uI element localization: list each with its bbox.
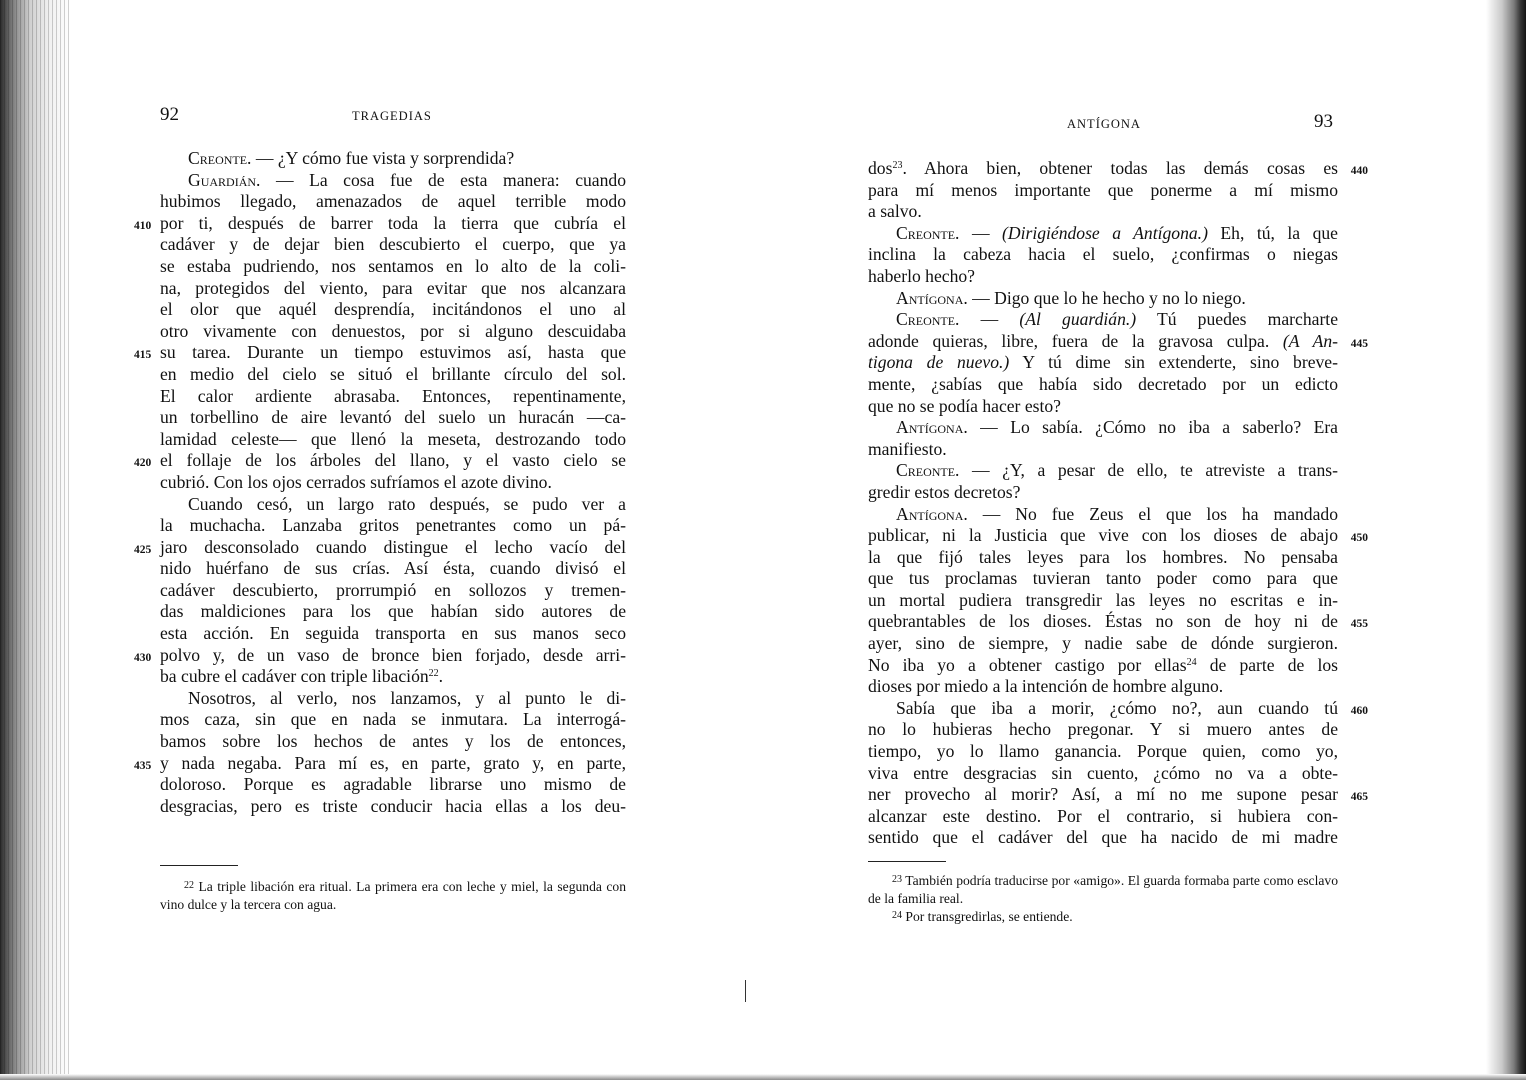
text-line bbox=[160, 429, 626, 451]
line-number: 460 bbox=[1350, 704, 1368, 717]
line-text: otro vivamente con denuestos, por si alguno descuidaba bbox=[160, 320, 626, 341]
text-line bbox=[868, 417, 1338, 439]
line-text: no lo hubieras hecho pregonar. Y si muero antes de bbox=[868, 719, 1338, 740]
footnote-mark: 24 bbox=[892, 910, 902, 921]
text-line bbox=[868, 784, 1368, 806]
text-line bbox=[868, 223, 1338, 245]
text-line bbox=[160, 256, 626, 278]
left-binding-shadow bbox=[0, 0, 70, 1080]
text-line bbox=[134, 342, 626, 364]
line-text: gredir estos decretos? bbox=[868, 481, 1021, 502]
text-line bbox=[160, 148, 626, 170]
footnote-reference[interactable]: 23 bbox=[892, 160, 903, 171]
line-text: No iba yo a obtener castigo por ellas bbox=[868, 654, 1187, 675]
footnote-reference[interactable]: 24 bbox=[1186, 656, 1197, 668]
line-text: bamos sobre los hechos de antes y los de entonces, bbox=[160, 731, 626, 752]
line-text: y nada negaba. Para mí es, en parte, grato y, en parte, bbox=[160, 752, 626, 773]
line-text: esta acción. En seguida transporta en sus manos seco bbox=[160, 623, 626, 644]
line-text: El calor ardiente abrasaba. Entonces, repentinamente, bbox=[160, 385, 626, 406]
line-text: Y tú dime sin extenderte, sino breve- bbox=[1009, 352, 1338, 373]
line-text: un mortal pudiera transgredir las leyes no escritas e in- bbox=[868, 589, 1338, 610]
line-text: para mí menos importante que ponerme a mí mismo bbox=[868, 179, 1338, 200]
line-number: 430 bbox=[134, 651, 152, 664]
line-text: a salvo. bbox=[868, 201, 922, 222]
line-text: alcanzar este destino. Por el contrario, si hubiera con- bbox=[868, 805, 1338, 826]
speaker-name: Creonte. bbox=[188, 148, 252, 168]
text-line bbox=[160, 558, 626, 580]
speaker-name: Antígona. bbox=[896, 287, 968, 308]
line-text: mos caza, sin que en nada se inmutara. La interrogá- bbox=[160, 709, 626, 730]
text-line bbox=[160, 299, 626, 321]
line-text: nido huérfano de sus crías. Así ésta, cuando divisó el bbox=[160, 558, 626, 579]
footnote bbox=[868, 908, 1338, 926]
text-line bbox=[868, 201, 1338, 223]
gutter-mark bbox=[745, 980, 746, 1002]
left-body-text bbox=[134, 148, 626, 817]
speaker-name: Guardián. bbox=[188, 169, 261, 190]
line-text: cadáver y de dejar bien descubierto el cuerpo, que ya bbox=[160, 234, 626, 255]
line-text: tiempo, yo lo llamo ganancia. Porque quien, como yo, bbox=[868, 741, 1338, 762]
text-line bbox=[868, 330, 1368, 353]
text-line bbox=[160, 407, 626, 429]
footnote-mark: 23 bbox=[892, 874, 902, 885]
text-line bbox=[160, 234, 626, 256]
text-line bbox=[160, 688, 626, 710]
line-text: la muchacha. Lanzaba gritos penetrantes como un pá- bbox=[160, 515, 626, 536]
line-text: cadáver descubierto, prorrumpió en sollozos y tremen- bbox=[160, 579, 626, 600]
text-line bbox=[868, 525, 1368, 547]
line-text: se estaba pudriendo, nos sentamos en lo alto de la coli- bbox=[160, 255, 626, 276]
text-line bbox=[868, 482, 1338, 504]
line-text: jaro desconsolado cuando distingue el lecho vacío del bbox=[160, 536, 626, 557]
line-text: polvo y, de un vaso de bronce bien forjado, desde arri- bbox=[160, 644, 626, 665]
line-text: — La cosa fue de esta manera: cuando bbox=[260, 169, 626, 190]
line-text: que no se podía hacer esto? bbox=[868, 395, 1061, 416]
line-text: — ¿Y cómo fue vista y sorprendida? bbox=[251, 148, 515, 168]
line-number: 410 bbox=[134, 219, 152, 232]
text-line bbox=[160, 321, 626, 343]
page-number: 93 bbox=[1314, 111, 1333, 132]
text-line bbox=[868, 439, 1338, 461]
text-line bbox=[160, 515, 626, 537]
line-text: mente, ¿sabías que había sido decretado por un edicto bbox=[868, 373, 1338, 394]
text-line bbox=[160, 666, 626, 688]
footnote-rule bbox=[868, 861, 946, 862]
line-text: publicar, ni la Justicia que vive con los dioses de abajo bbox=[868, 525, 1338, 546]
text-line bbox=[868, 460, 1338, 482]
footnote bbox=[160, 878, 626, 914]
line-text: el olor que aquél desprendía, incitándonos el uno al bbox=[160, 299, 626, 320]
text-line bbox=[868, 655, 1338, 677]
stage-direction: (A An- bbox=[1282, 330, 1338, 351]
footnote-text: Por transgredirlas, se entiende. bbox=[902, 909, 1073, 924]
stage-direction: (Al guardián.) bbox=[1019, 309, 1137, 330]
text-line bbox=[134, 536, 626, 559]
line-text: desgracias, pero es triste conducir hacia ellas a los deu- bbox=[160, 795, 626, 816]
text-line bbox=[868, 396, 1338, 418]
text-line bbox=[160, 731, 626, 753]
text-line bbox=[868, 741, 1338, 763]
speaker-name: Creonte. bbox=[896, 222, 960, 243]
text-line bbox=[160, 601, 626, 623]
running-title: ANTÍGONA bbox=[1067, 117, 1141, 131]
left-footnotes bbox=[160, 878, 626, 914]
right-running-head bbox=[868, 111, 1338, 141]
line-text: . bbox=[438, 666, 444, 687]
footnote-rule bbox=[160, 865, 238, 866]
text-line bbox=[160, 278, 626, 300]
speaker-name: Antígona. bbox=[896, 417, 968, 438]
text-line bbox=[134, 212, 626, 235]
line-text: — ¿Y, a pesar de ello, te atreviste a trans- bbox=[959, 460, 1338, 481]
line-number: 420 bbox=[134, 457, 152, 470]
footnote-text: La triple libación era ritual. La primera era con leche y miel, la segunda con vino dulce y la tercera con agua. bbox=[160, 879, 626, 912]
line-text: quebrantables de los dioses. Éstas no son de hoy ni de bbox=[868, 611, 1338, 632]
text-line bbox=[160, 364, 626, 386]
text-line bbox=[868, 288, 1338, 310]
text-line bbox=[134, 450, 626, 472]
line-text: . Ahora bien, obtener todas las demás cosas es bbox=[902, 158, 1338, 178]
text-line bbox=[160, 709, 626, 731]
line-text: lamidad celeste— que llenó la meseta, destrozando todo bbox=[160, 428, 626, 449]
line-number: 465 bbox=[1350, 791, 1368, 804]
text-line bbox=[160, 494, 626, 516]
line-text: — Digo que lo he hecho y no lo niego. bbox=[967, 287, 1246, 308]
text-line bbox=[868, 763, 1338, 785]
line-text: su tarea. Durante un tiempo estuvimos así, hasta que bbox=[160, 342, 626, 363]
line-text: — No fue Zeus el que los ha mandado bbox=[967, 503, 1338, 524]
left-running-head bbox=[160, 104, 626, 134]
text-line bbox=[868, 676, 1338, 698]
text-line bbox=[868, 244, 1338, 266]
text-line bbox=[868, 719, 1338, 741]
text-line bbox=[868, 568, 1338, 590]
line-number: 415 bbox=[134, 349, 152, 362]
line-number: 425 bbox=[134, 543, 152, 556]
right-footnotes bbox=[868, 872, 1338, 926]
text-line bbox=[868, 827, 1338, 849]
line-text: sentido que el cadáver del que ha nacido de mi madre bbox=[868, 827, 1338, 848]
stage-direction: tigona de nuevo.) bbox=[868, 352, 1010, 373]
text-line bbox=[160, 774, 626, 796]
text-line bbox=[868, 697, 1368, 720]
running-title: TRAGEDIAS bbox=[352, 109, 432, 123]
text-line bbox=[868, 633, 1338, 655]
line-number: 445 bbox=[1350, 337, 1368, 350]
text-line bbox=[868, 352, 1338, 374]
line-text: de parte de los bbox=[1196, 654, 1338, 675]
text-line bbox=[868, 590, 1338, 612]
text-line bbox=[868, 266, 1338, 288]
text-line bbox=[160, 191, 626, 213]
line-text: que tus proclamas tuvieran tanto poder como para que bbox=[868, 568, 1338, 589]
line-text: por ti, después de barrer toda la tierra que cubría el bbox=[160, 212, 626, 233]
line-text: na, protegidos del viento, para evitar que nos alcanzara bbox=[160, 277, 626, 298]
line-text: hubimos llegado, amenazados de aquel terrible modo bbox=[160, 191, 626, 212]
text-line bbox=[134, 644, 626, 667]
text-line bbox=[160, 623, 626, 645]
text-line bbox=[868, 374, 1338, 396]
line-text: das maldiciones para los que habían sido autores de bbox=[160, 601, 626, 622]
text-line bbox=[160, 472, 626, 494]
line-text: dos bbox=[868, 158, 893, 178]
text-line bbox=[868, 611, 1368, 633]
line-text: ayer, sino de siempre, y nadie sabe de dónde surgieron. bbox=[868, 633, 1338, 654]
line-text: ba cubre el cadáver con triple libación bbox=[160, 666, 429, 687]
line-text: en medio del cielo se situó el brillante círculo del sol. bbox=[160, 363, 626, 384]
line-text: haberlo hecho? bbox=[868, 265, 975, 286]
line-text: inclina la cabeza hacia el suelo, ¿confirmas o niegas bbox=[868, 244, 1338, 265]
line-text: Tú puedes marcharte bbox=[1136, 309, 1338, 330]
footnote bbox=[868, 872, 1338, 908]
line-text: el follaje de los árboles del llano, y el vasto cielo se bbox=[160, 450, 626, 471]
footnote-reference[interactable]: 22 bbox=[428, 668, 439, 680]
line-text: adonde quieras, libre, fuera de la gravosa culpa. bbox=[868, 330, 1283, 351]
line-text: — Lo sabía. ¿Cómo no iba a saberlo? Era bbox=[967, 417, 1338, 438]
speaker-name: Creonte. bbox=[896, 460, 960, 481]
line-text: manifiesto. bbox=[868, 438, 947, 459]
text-line bbox=[868, 547, 1338, 569]
bottom-page-edge bbox=[0, 1074, 1526, 1080]
right-body-text bbox=[868, 158, 1368, 849]
line-text: doloroso. Porque es agradable librarse uno mismo de bbox=[160, 774, 626, 795]
line-number: 435 bbox=[134, 759, 152, 772]
text-line bbox=[160, 170, 626, 192]
footnote-mark: 22 bbox=[184, 880, 194, 891]
speaker-name: Antígona. bbox=[896, 503, 968, 524]
text-line bbox=[160, 386, 626, 408]
line-text: la que fijó tales leyes para los hombres. No pensaba bbox=[868, 546, 1338, 567]
line-text: cubrió. Con los ojos cerrados sufríamos el azote divino. bbox=[160, 471, 552, 492]
line-text: Cuando cesó, un largo rato después, se pudo ver a bbox=[188, 493, 626, 514]
line-text: Nosotros, al verlo, nos lanzamos, y al punto le di- bbox=[188, 687, 626, 708]
footnote-text: También podría traducirse por «amigo». El guarda formaba parte como esclavo de la familia real. bbox=[868, 873, 1338, 906]
line-text: Sabía que iba a morir, ¿cómo no?, aun cuando tú bbox=[896, 697, 1338, 718]
line-text: Eh, tú, la que bbox=[1207, 222, 1338, 243]
line-text: viva entre desgracias sin cuento, ¿cómo no va a obte- bbox=[868, 762, 1338, 783]
line-text: — bbox=[959, 309, 1020, 330]
right-page-edge-shadow bbox=[1486, 0, 1526, 1080]
line-number: 440 bbox=[1350, 165, 1368, 177]
text-line bbox=[868, 180, 1338, 202]
page-number: 92 bbox=[160, 104, 179, 125]
text-line bbox=[868, 806, 1338, 828]
line-text: un torbellino de aire levantó del suelo un huracán —ca- bbox=[160, 407, 626, 428]
line-text: ner provecho al morir? Así, a mí no me supone pesar bbox=[868, 784, 1338, 805]
text-line bbox=[868, 309, 1338, 331]
line-number: 455 bbox=[1350, 618, 1368, 631]
text-line bbox=[868, 504, 1338, 526]
stage-direction: (Dirigiéndose a Antígona.) bbox=[1002, 222, 1208, 243]
text-line bbox=[160, 796, 626, 818]
speaker-name: Creonte. bbox=[896, 309, 960, 330]
line-text: — bbox=[959, 222, 1003, 243]
line-text: dioses por miedo a la intención de hombre alguno. bbox=[868, 676, 1224, 697]
text-line bbox=[134, 752, 626, 775]
text-line bbox=[160, 580, 626, 602]
line-number: 450 bbox=[1350, 532, 1368, 545]
text-line bbox=[868, 158, 1368, 180]
